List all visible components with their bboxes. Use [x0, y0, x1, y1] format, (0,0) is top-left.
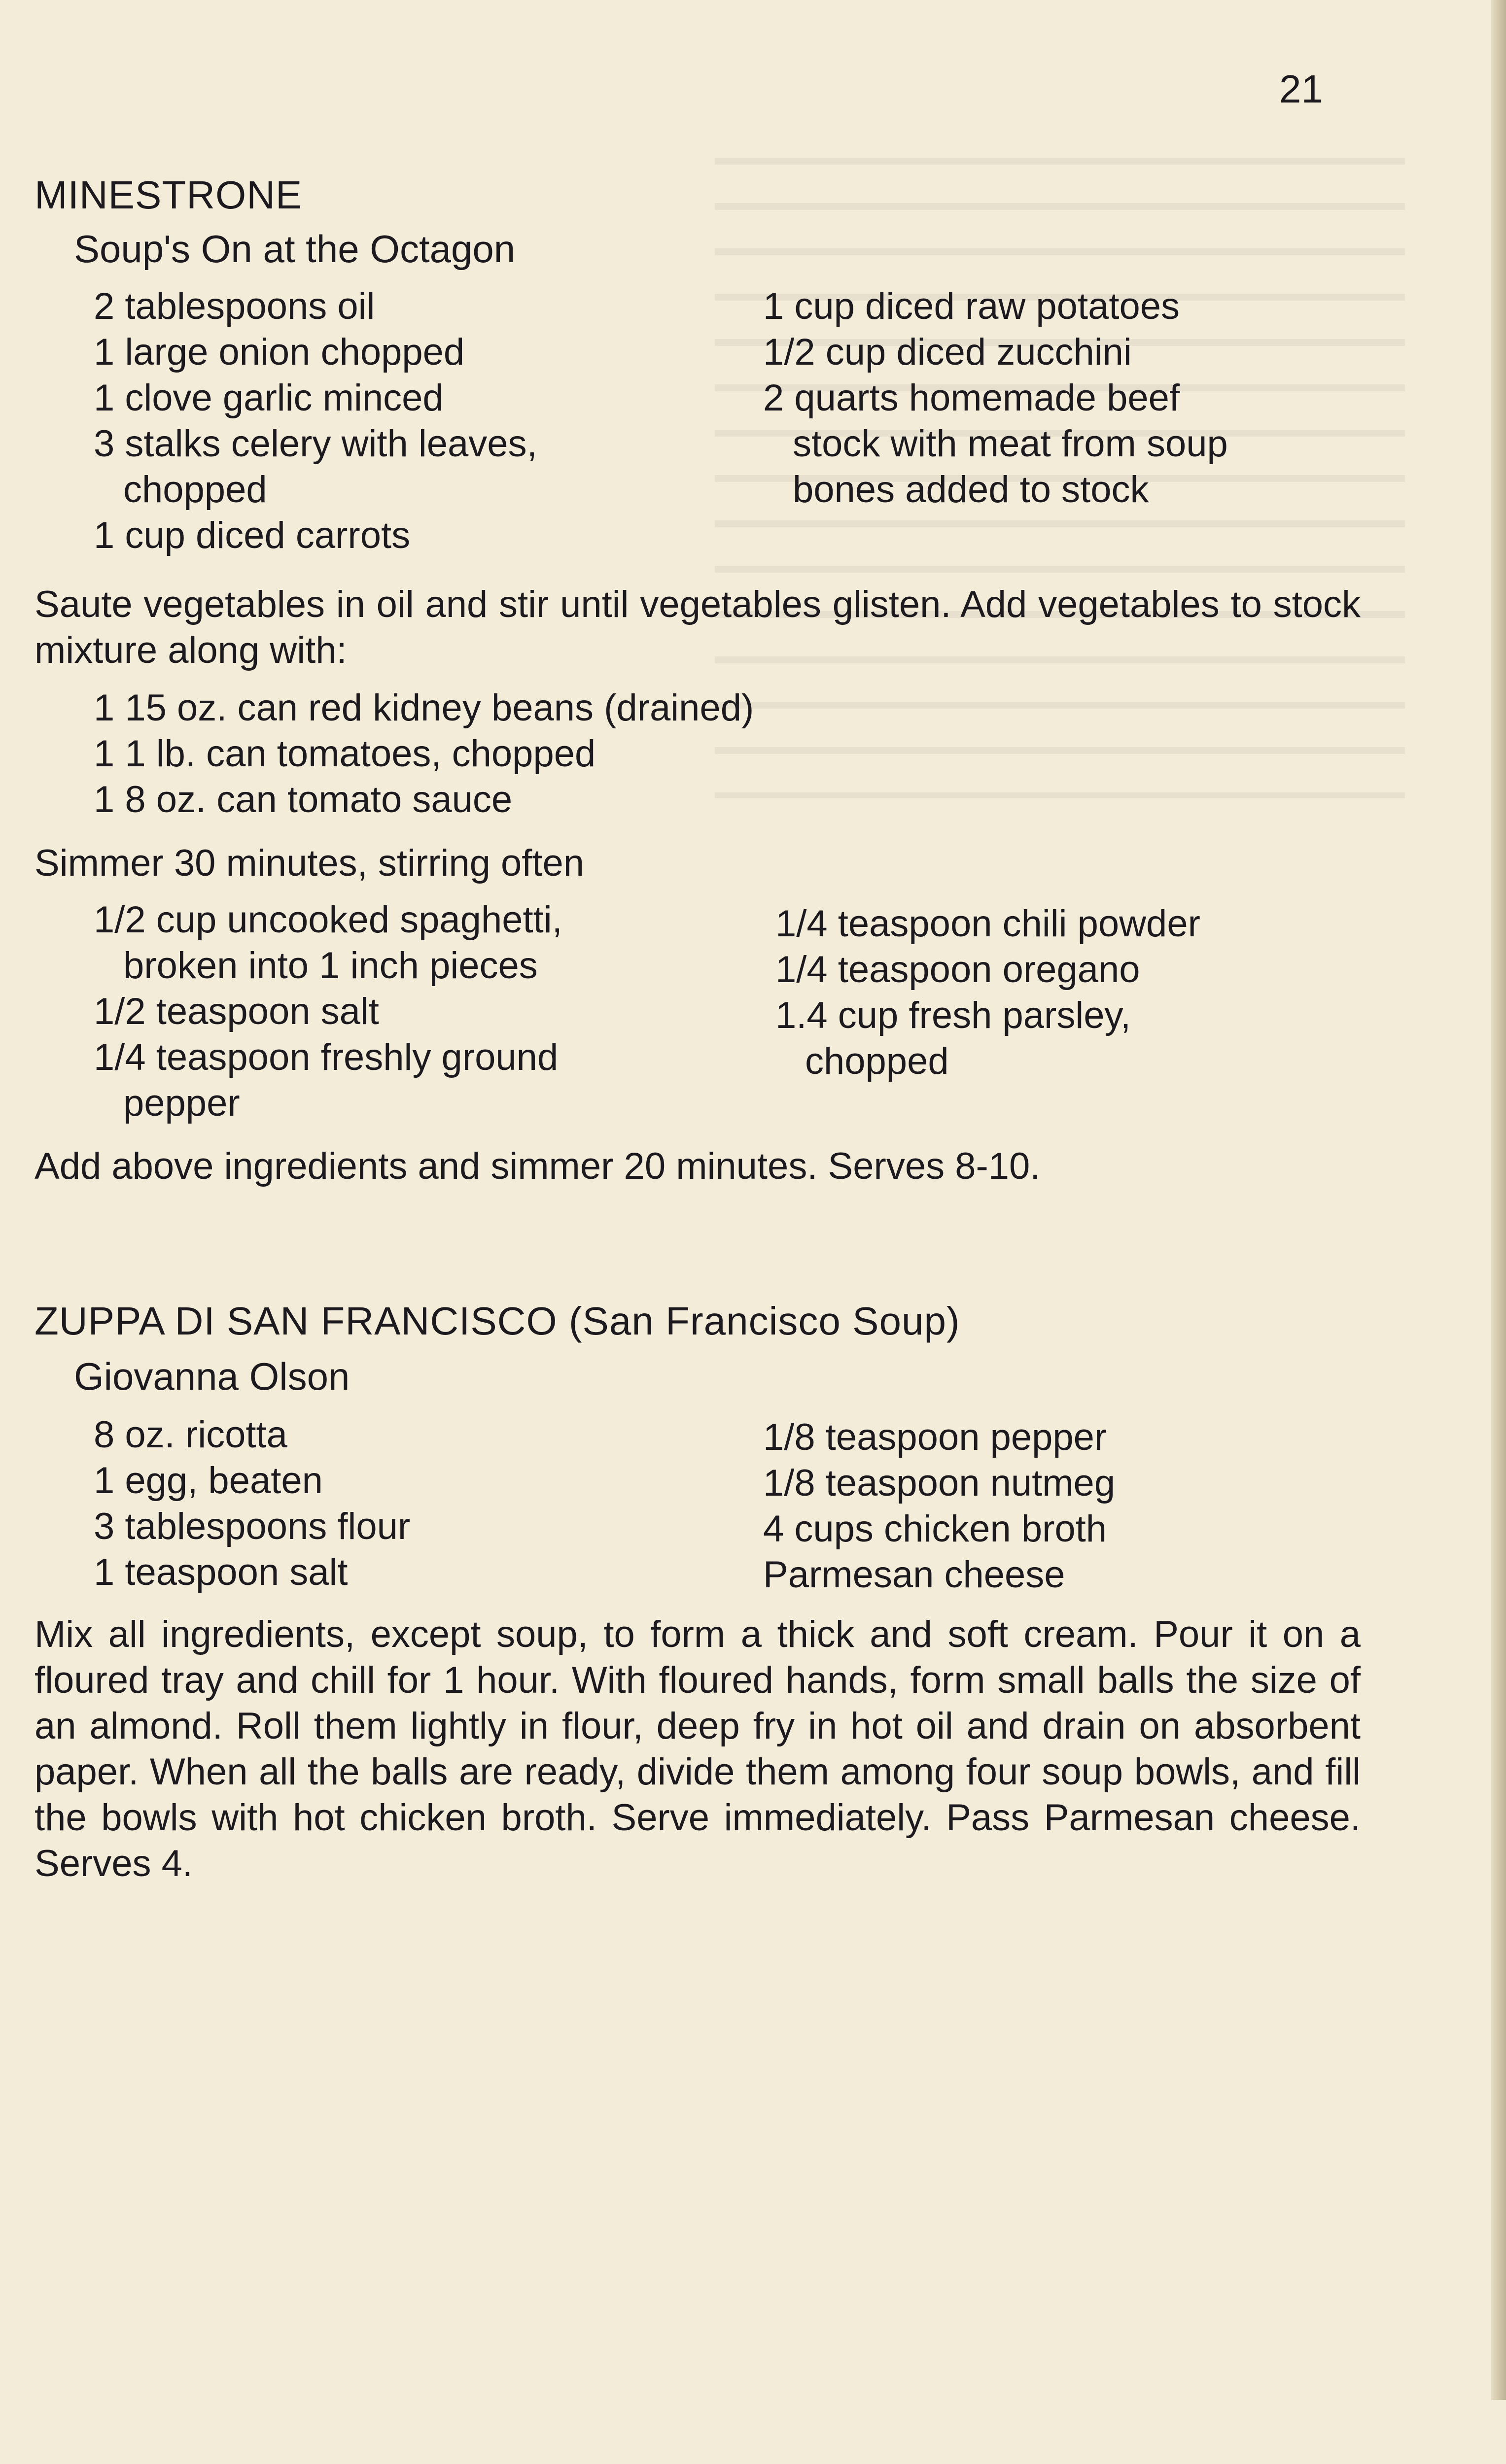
recipe-author: Giovanna Olson	[74, 1355, 350, 1398]
ingredient-list-left	[94, 283, 537, 558]
instructions-step-2: Simmer 30 minutes, stirring often	[35, 842, 585, 884]
ingredient-line: stock with meat from soup	[793, 423, 1228, 465]
ingredient-line: 1 egg, beaten	[94, 1460, 323, 1502]
ingredient-line: 1/8 teaspoon pepper	[763, 1416, 1107, 1458]
ingredient-list-middle	[94, 685, 754, 822]
ingredient-line: 2 quarts homemade beef	[763, 377, 1180, 419]
ingredient-line: 1/2 cup diced zucchini	[763, 331, 1132, 373]
ingredient-line: 1/2 cup uncooked spaghetti,	[94, 899, 562, 941]
ingredient-line: 1/4 teaspoon chili powder	[775, 903, 1200, 945]
page-number: 21	[1279, 67, 1323, 111]
page-edge	[1491, 0, 1506, 2400]
ingredient-list-left	[94, 1412, 410, 1595]
ingredient-line: 1 cup diced carrots	[94, 514, 411, 556]
recipe-title-zuppa: ZUPPA DI SAN FRANCISCO (San Francisco Soup)	[35, 1299, 960, 1343]
ingredient-line: 1 8 oz. can tomato sauce	[94, 779, 513, 821]
ingredient-line: Parmesan cheese	[763, 1554, 1065, 1596]
ingredient-line: 1 clove garlic minced	[94, 377, 444, 419]
ingredient-list-2-left	[94, 897, 562, 1126]
recipe-title-minestrone: MINESTRONE	[35, 173, 303, 217]
ingredient-line: 4 cups chicken broth	[763, 1508, 1107, 1550]
ingredient-line: 1/8 teaspoon nutmeg	[763, 1462, 1116, 1504]
ingredient-line: broken into 1 inch pieces	[123, 945, 538, 987]
ingredient-line: 1.4 cup fresh parsley,	[775, 994, 1131, 1036]
ingredient-line: 1/4 teaspoon oregano	[775, 949, 1140, 991]
ingredient-line: 1 15 oz. can red kidney beans (drained)	[94, 687, 754, 729]
ingredient-list-right	[763, 283, 1228, 513]
recipe-author: Soup's On at the Octagon	[74, 227, 516, 271]
ingredient-line: 3 stalks celery with leaves,	[94, 423, 537, 465]
ingredient-line: 3 tablespoons flour	[94, 1506, 411, 1547]
ingredient-line: 1/4 teaspoon freshly ground	[94, 1036, 559, 1078]
ingredient-line: chopped	[123, 469, 267, 511]
ingredient-line: bones added to stock	[793, 469, 1149, 511]
instructions-step-1: Saute vegetables in oil and stir until vegetables glisten. Add vegetables to stock mixture along with:	[35, 583, 1361, 671]
ingredient-line: 1 teaspoon salt	[94, 1551, 348, 1593]
ingredient-list-right	[763, 1414, 1115, 1598]
ingredient-line: 2 tablespoons oil	[94, 285, 375, 327]
ingredient-line: 1 cup diced raw potatoes	[763, 285, 1180, 327]
instructions-step-1: Mix all ingredients, except soup, to form a thick and soft cream. Pour it on a floured tray and chill for 1 hour. With floured hands, form small balls the size of an almond. Roll them lightly in flour, deep fry in hot oil and drain on absorbent paper. When all the balls are ready, divide them among four soup bowls, and fill the bowls with hot chicken broth. Serve immediately. Pass Parmesan cheese. Serves 4.	[35, 1613, 1361, 1884]
ingredient-line: pepper	[123, 1082, 240, 1124]
ingredient-line: 1 large onion chopped	[94, 331, 465, 373]
ingredient-line: 1 1 lb. can tomatoes, chopped	[94, 733, 596, 775]
ingredient-list-2-right	[775, 901, 1200, 1084]
ingredient-line: 8 oz. ricotta	[94, 1414, 287, 1456]
ingredient-line: chopped	[805, 1040, 949, 1082]
ingredient-line: 1/2 teaspoon salt	[94, 991, 379, 1032]
instructions-step-3: Add above ingredients and simmer 20 minutes. Serves 8-10.	[35, 1145, 1041, 1187]
